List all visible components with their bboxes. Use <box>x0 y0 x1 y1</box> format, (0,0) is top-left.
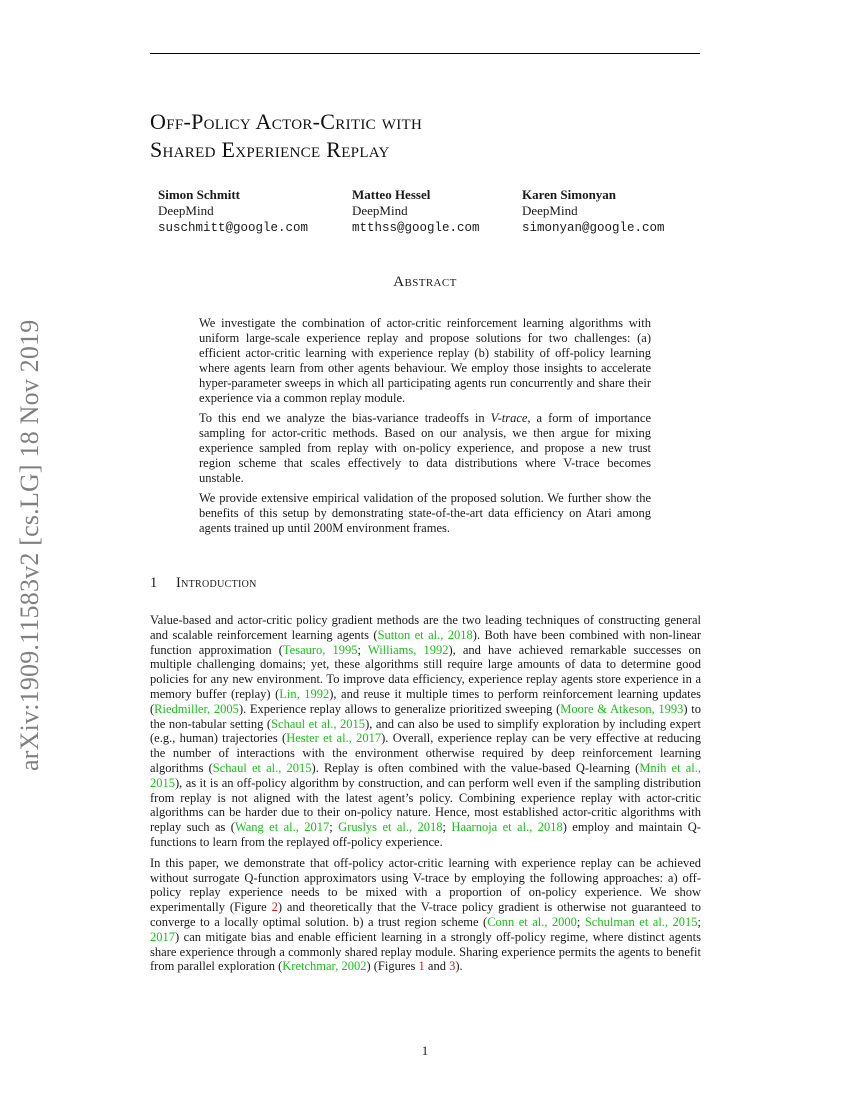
author-email: mtthss@google.com <box>352 221 480 235</box>
body-text: ; <box>697 914 701 929</box>
body-text: ) (Figures <box>366 959 419 974</box>
body-text: ). Both have been combined with non-linear function approximation ( <box>150 627 701 657</box>
author-name: Karen Simonyan <box>522 187 617 202</box>
author-1 <box>158 187 308 236</box>
author-affiliation: DeepMind <box>352 203 408 218</box>
author-email: simonyan@google.com <box>522 221 665 235</box>
body-text: ) to the non-tabular setting ( <box>150 701 701 731</box>
body-text: In this paper, we demonstrate that off-policy actor-critic learning with experience replay can be achieved without surrogate Q-function approximators using V-trace by employing the following approaches: a) off-policy replay experience needs to be mixed with a proportion of on-policy experience. We show experimentally (Figure <box>150 855 701 915</box>
body-text: ), and can also be used to simplify exploration by including expert (e.g., human) trajectories ( <box>150 716 701 746</box>
citation-link[interactable]: Schulman et al., 2015 <box>584 914 698 929</box>
author-email: suschmitt@google.com <box>158 221 309 235</box>
section-number: 1 <box>150 575 158 591</box>
page-number: 1 <box>421 1043 429 1058</box>
abstract <box>199 316 651 541</box>
citation-link[interactable]: Haarnoja et al., 2018 <box>451 820 563 835</box>
body-text: ; <box>442 820 452 835</box>
body-text: ). Replay is often combined with the value-based Q-learning ( <box>311 760 640 775</box>
citation-link[interactable]: Hester et al., 2017 <box>286 731 382 746</box>
citation-link[interactable]: Schaul et al., 2015 <box>271 716 366 731</box>
body-text: ; <box>357 642 368 657</box>
citation-link[interactable]: Wang et al., 2017 <box>234 820 330 835</box>
intro-paragraph-2 <box>150 856 701 974</box>
figure-reference-link[interactable]: 3 <box>449 959 456 974</box>
abstract-paragraph-3: We provide extensive empirical validation of the proposed solution. We further show the benefits of this setup by demonstrating state-of-the-art data efficiency on Atari among agents trained up until 200M environment frames. <box>199 491 651 535</box>
body-text: ). <box>455 959 463 974</box>
figure-reference-link[interactable]: 1 <box>418 959 425 974</box>
body-text: ) and theoretically that the V-trace policy gradient is otherwise not guaranteed to converge to a locally optimal solution. b) a trust region scheme ( <box>150 900 701 929</box>
body-text: ). Overall, experience replay can be very effective at reducing the number of interactions with the environment otherwise required by deep reinforcement learning algorithms ( <box>150 731 701 775</box>
body-text: ), and reuse it multiple times to perform reinforcement learning updates ( <box>150 686 701 716</box>
abstract-text: , a form of importance sampling for actor-critic methods. Based on our analysis, we then argue for mixing experience sampled from replay with on-policy experience, and propose a new trust region scheme that scales effectively to data distributions where V-trace becomes unstable. <box>199 411 652 485</box>
citation-link[interactable]: 2017 <box>150 929 175 944</box>
author-affiliation: DeepMind <box>522 203 578 218</box>
arxiv-identifier: arXiv:1909.11583v2 [cs.LG] 18 Nov 2019 <box>15 319 44 771</box>
citation-link[interactable]: Lin, 1992 <box>279 686 330 701</box>
body-text: ), and have achieved remarkable successes on multiple challenging domains; yet, these algorithms still require large amounts of data to determine good policies for any new environment. To improve data efficiency, experience replay agents store experience in a memory buffer (replay) ( <box>150 642 702 701</box>
citation-link[interactable]: Moore & Atkeson, 1993 <box>560 701 684 716</box>
citation-link[interactable]: Sutton et al., 2018 <box>377 627 473 642</box>
abstract-paragraph-1: We investigate the combination of actor-critic reinforcement learning algorithms with uniform large-scale experience replay and propose solutions for two challenges: (a) efficient actor-critic learning with experience replay (b) stability of off-policy learning where agents learn from other agents behaviour. We employ those insights to accelerate hyper-parameter sweeps in which all participating agents run concurrently and share their experience via a common replay module. <box>199 316 651 405</box>
citation-link[interactable]: Gruslys et al., 2018 <box>338 820 443 835</box>
introduction-body <box>150 613 701 980</box>
title-line-1: Off-Policy Actor-Critic with <box>150 109 423 134</box>
author-3 <box>522 187 665 236</box>
figure-reference-link[interactable]: 2 <box>271 900 278 915</box>
abstract-text: To this end we analyze the bias-variance tradeoffs in <box>199 411 491 425</box>
title-line-2: Shared Experience Replay <box>150 137 390 162</box>
body-text: ) employ and maintain Q-functions to learn from the replayed off-policy experience. <box>150 820 701 849</box>
section-title: Introduction <box>176 575 257 591</box>
section-heading <box>150 575 257 592</box>
body-text: Value-based and actor-critic policy gradient methods are the two leading techniques of constructing general and scalable reinforcement learning agents ( <box>150 613 701 642</box>
body-text: ), as it is an off-policy algorithm by construction, and can perform well even if the sampling distribution from replay is not aligned with the latest agent’s policy. Combining experience replay with actor-critic algorithms can be harder due to their on-policy nature. Hence, most established actor-critic algorithms with replay such as ( <box>150 775 701 835</box>
citation-link[interactable]: Kretchmar, 2002 <box>282 959 367 974</box>
citation-link[interactable]: Conn et al., 2000 <box>487 914 577 929</box>
citation-link[interactable]: Mnih et al., 2015 <box>150 760 701 790</box>
body-text: and <box>424 959 450 974</box>
author-name: Simon Schmitt <box>158 187 240 202</box>
citation-link[interactable]: Schaul et al., 2015 <box>212 760 312 775</box>
body-text: ). Experience replay allows to generalize prioritized sweeping ( <box>238 701 561 716</box>
author-affiliation: DeepMind <box>158 203 214 218</box>
body-text: ) can mitigate bias and enable efficient learning in a strongly off-policy regime, where distinct agents share experience through a commonly shared replay module. Sharing experience permits the agents to benefit from parallel exploration ( <box>150 929 701 974</box>
paper-title <box>150 108 422 164</box>
intro-paragraph-1 <box>150 613 701 850</box>
citation-link[interactable]: Williams, 1992 <box>367 642 449 657</box>
vtrace-term: V-trace <box>490 411 528 425</box>
citation-link[interactable]: Riedmiller, 2005 <box>154 701 239 716</box>
abstract-paragraph-2 <box>199 411 651 486</box>
author-2 <box>352 187 480 236</box>
body-text: ; <box>329 820 339 835</box>
abstract-heading: Abstract <box>393 274 457 290</box>
header-rule <box>150 53 700 54</box>
body-text: ; <box>576 914 585 929</box>
citation-link[interactable]: Tesauro, 1995 <box>282 642 358 657</box>
author-name: Matteo Hessel <box>352 187 431 202</box>
